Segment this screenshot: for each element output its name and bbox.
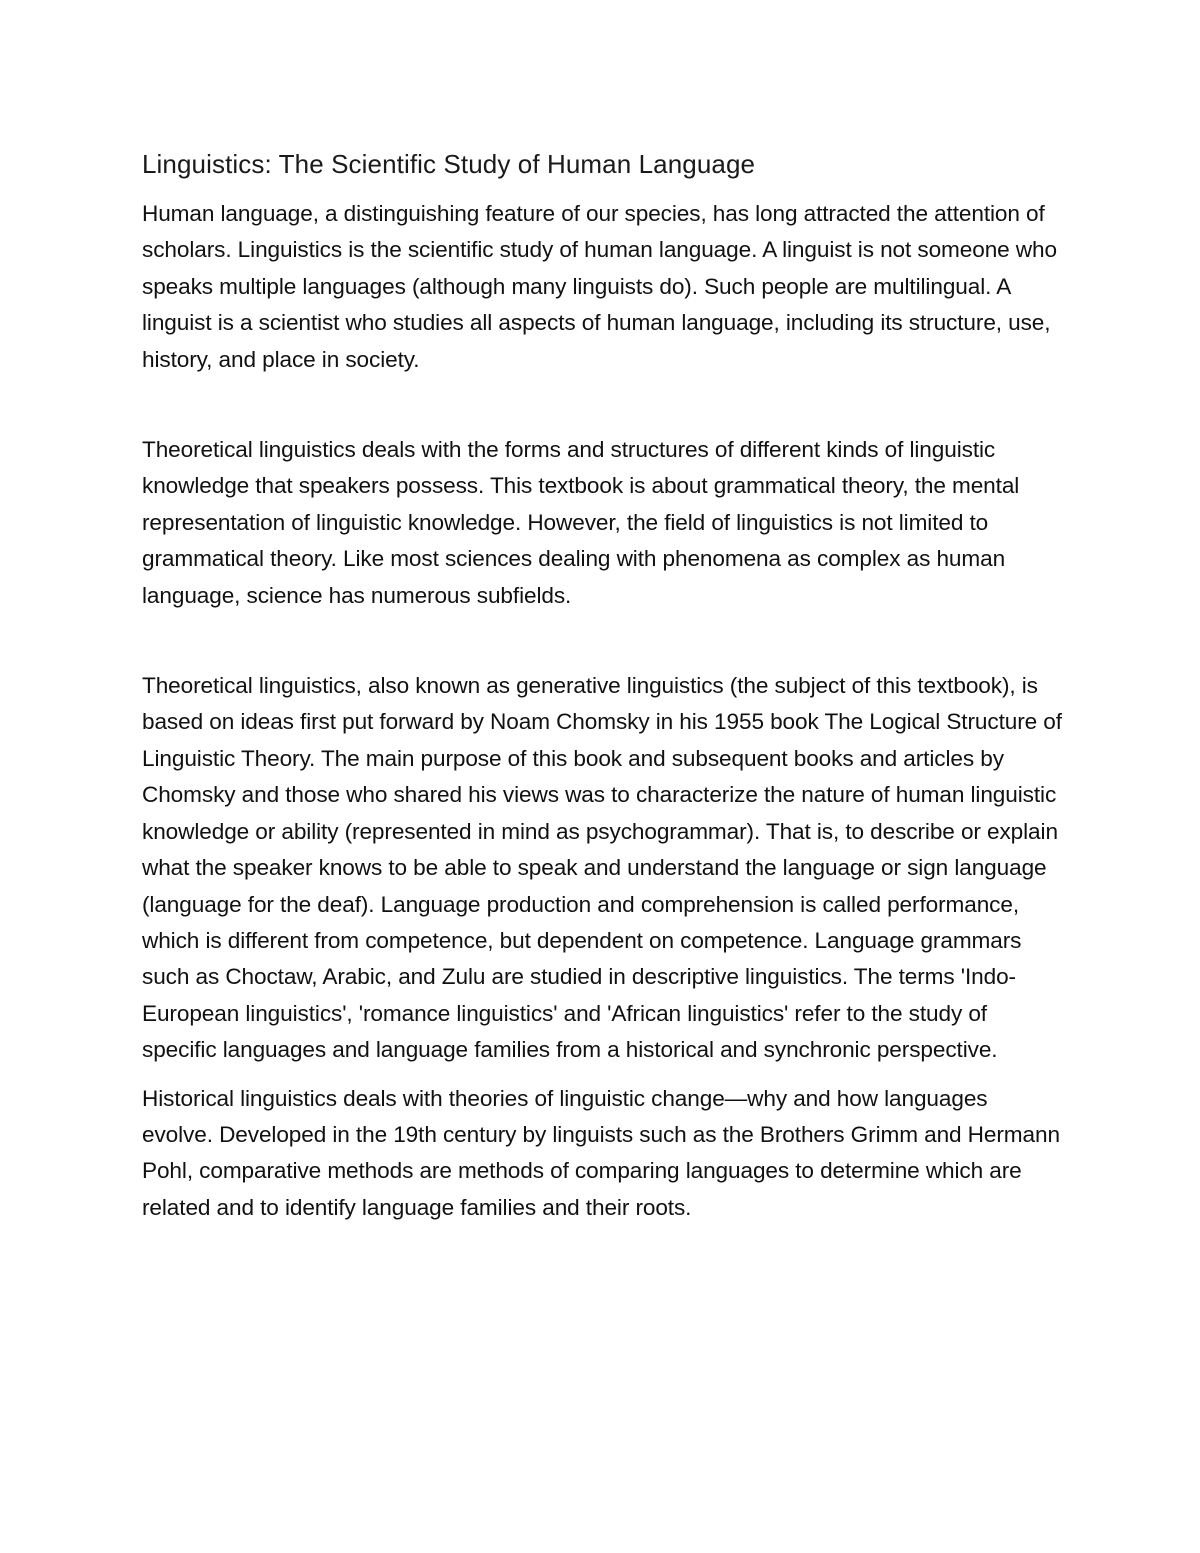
paragraph-intro: Human language, a distinguishing feature of our species, has long attracted the attention of scholars. Linguistics is the scientific study of human language. A linguist is not someone who speaks multiple languages (although many linguists do). Such people are multilingual. A linguist is a scientist who studies all aspects of human language, including its structure, use, history, and place in society.: [142, 201, 1057, 372]
document-title: Linguistics: The Scientific Study of Human Language: [142, 149, 756, 179]
paragraph-historical: Historical linguistics deals with theories of linguistic change—why and how languages evolve. Developed in the 19th century by linguists such as the Brothers Grimm and Hermann Pohl, comparative methods are methods of comparing languages to determine which are related and to identify language families and their roots.: [142, 1085, 1060, 1220]
document-body: [142, 144, 1062, 1226]
paragraph-generative: Theoretical linguistics, also known as generative linguistics (the subject of this textbook), is based on ideas first put forward by Noam Chomsky in his 1955 book The Logical Structure of Linguistic Theory. The main purpose of this book and subsequent books and articles by Chomsky and those who shared his views was to characterize the nature of human linguistic knowledge or ability (represented in mind as psychogrammar). That is, to describe or explain what the speaker knows to be able to speak and understand the language or sign language (language for the deaf). Language production and comprehension is called performance, which is different from competence, but dependent on competence. Language grammars such as Choctaw, Arabic, and Zulu are studied in descriptive linguistics. The terms 'Indo-European linguistics', 'romance linguistics' and 'African linguistics' refer to the study of specific languages and language families from a historical and synchronic perspective.: [142, 673, 1062, 1063]
paragraph-theoretical: Theoretical linguistics deals with the forms and structures of different kinds of linguistic knowledge that speakers possess. This textbook is about grammatical theory, the mental representation of linguistic knowledge. However, the field of linguistics is not limited to grammatical theory. Like most sciences dealing with phenomena as complex as human language, science has numerous subfields.: [142, 437, 1020, 608]
